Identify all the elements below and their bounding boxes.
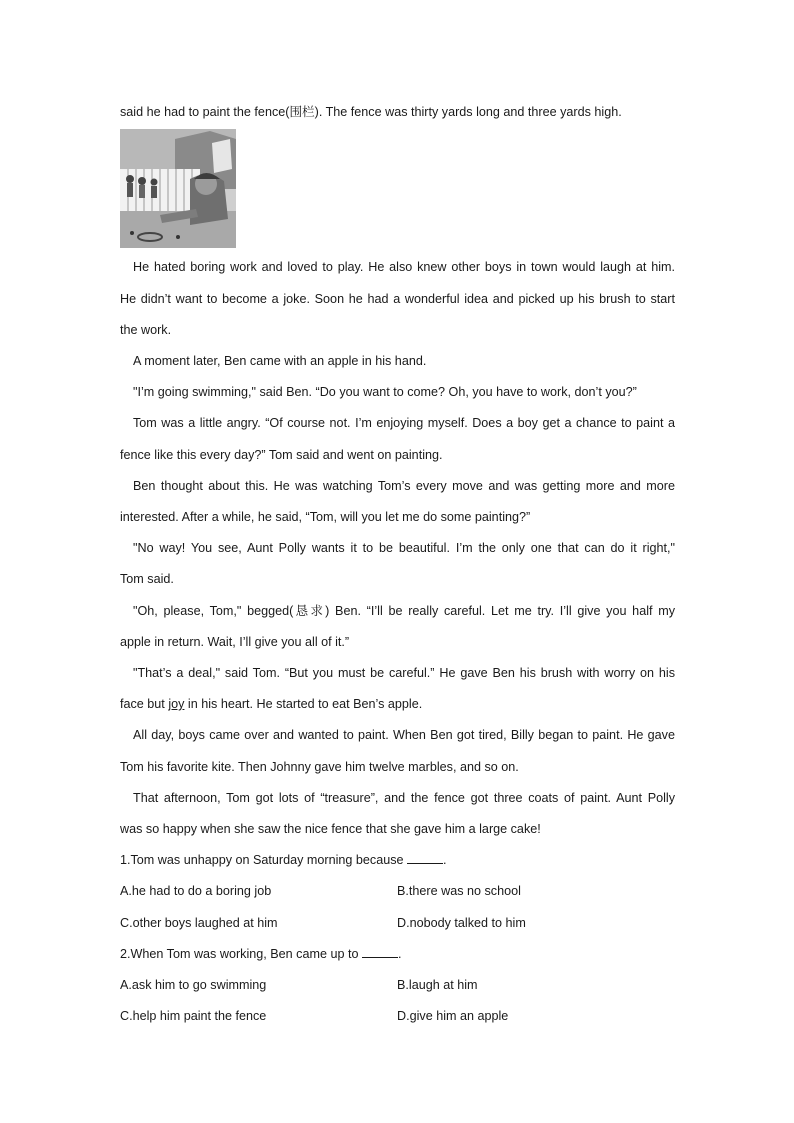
story-text-line: "I’m going swimming," said Ben. “Do you want to come? Oh, you have to work, don’t you?” [133,385,637,399]
question-1-option-d: D.nobody talked to him [397,916,526,930]
question-1-option-a: A.he had to do a boring job [120,884,272,898]
story-text-line: the work. [120,323,172,337]
question-2-option-c: C.help him paint the fence [120,1009,267,1023]
question-2-option-d: D.give him an apple [397,1009,509,1023]
question-1-stem [120,852,675,868]
question-2-option-a: A.ask him to go swimming [120,978,267,992]
story-text-line: Tom said. [120,572,174,586]
story-text-segment: face but [120,697,169,711]
story-text-line: He hated boring work and loved to play. He also knew other boys in town would laugh at him. [133,260,675,274]
story-text-line: was so happy when she saw the nice fence that she gave him a large cake! [120,822,541,836]
story-text-line: "Oh, please, Tom," begged(恳求) Ben. “I’ll be really careful. Let me try. I’ll give you half my [133,604,675,618]
story-text-line: Ben thought about this. He was watching Tom’s every move and was getting more and more [133,479,675,493]
question-1-option-c: C.other boys laughed at him [120,916,278,930]
story-text-line: Tom was a little angry. “Of course not. I’m enjoying myself. Does a boy get a chance to paint a [133,416,675,430]
story-illustration [120,129,236,248]
story-text-line: Tom his favorite kite. Then Johnny gave him twelve marbles, and so on. [120,760,519,774]
question-1-option-b: B.there was no school [397,884,521,898]
question-2-option-b: B.laugh at him [397,978,478,992]
underlined-word-joy: joy [168,697,185,711]
answer-blank [362,946,398,958]
story-text-line: interested. After a while, he said, “Tom, will you let me do some painting?” [120,510,531,524]
story-text-line: said he had to paint the fence(围栏). The fence was thirty yards long and three yards high. [120,105,622,119]
question-2-stem [120,946,675,962]
question-stem-text: 1.Tom was unhappy on Saturday morning because [120,853,408,867]
story-text-line: "That’s a deal," said Tom. “But you must be careful.” He gave Ben his brush with worry on his [133,666,675,680]
story-text-line: fence like this every day?” Tom said and went on painting. [120,448,443,462]
story-text-line [120,696,675,712]
story-text-line: apple in return. Wait, I’ll give you all of it.” [120,635,350,649]
story-text-segment: in his heart. He started to eat Ben’s apple. [184,697,423,711]
answer-blank [407,852,443,864]
story-text-line: All day, boys came over and wanted to paint. When Ben got tired, Billy began to paint. He gave [133,728,675,742]
story-text-line: A moment later, Ben came with an apple in his hand. [133,354,427,368]
question-stem-end: . [397,947,402,961]
question-stem-text: 2.When Tom was working, Ben came up to [120,947,362,961]
story-text-line: He didn’t want to become a joke. Soon he had a wonderful idea and picked up his brush to start [120,292,675,306]
story-text-line: That afternoon, Tom got lots of “treasure”, and the fence got three coats of paint. Aunt Polly [133,791,675,805]
question-stem-end: . [443,853,447,867]
story-text-line: "No way! You see, Aunt Polly wants it to be beautiful. I’m the only one that can do it right," [133,541,675,555]
